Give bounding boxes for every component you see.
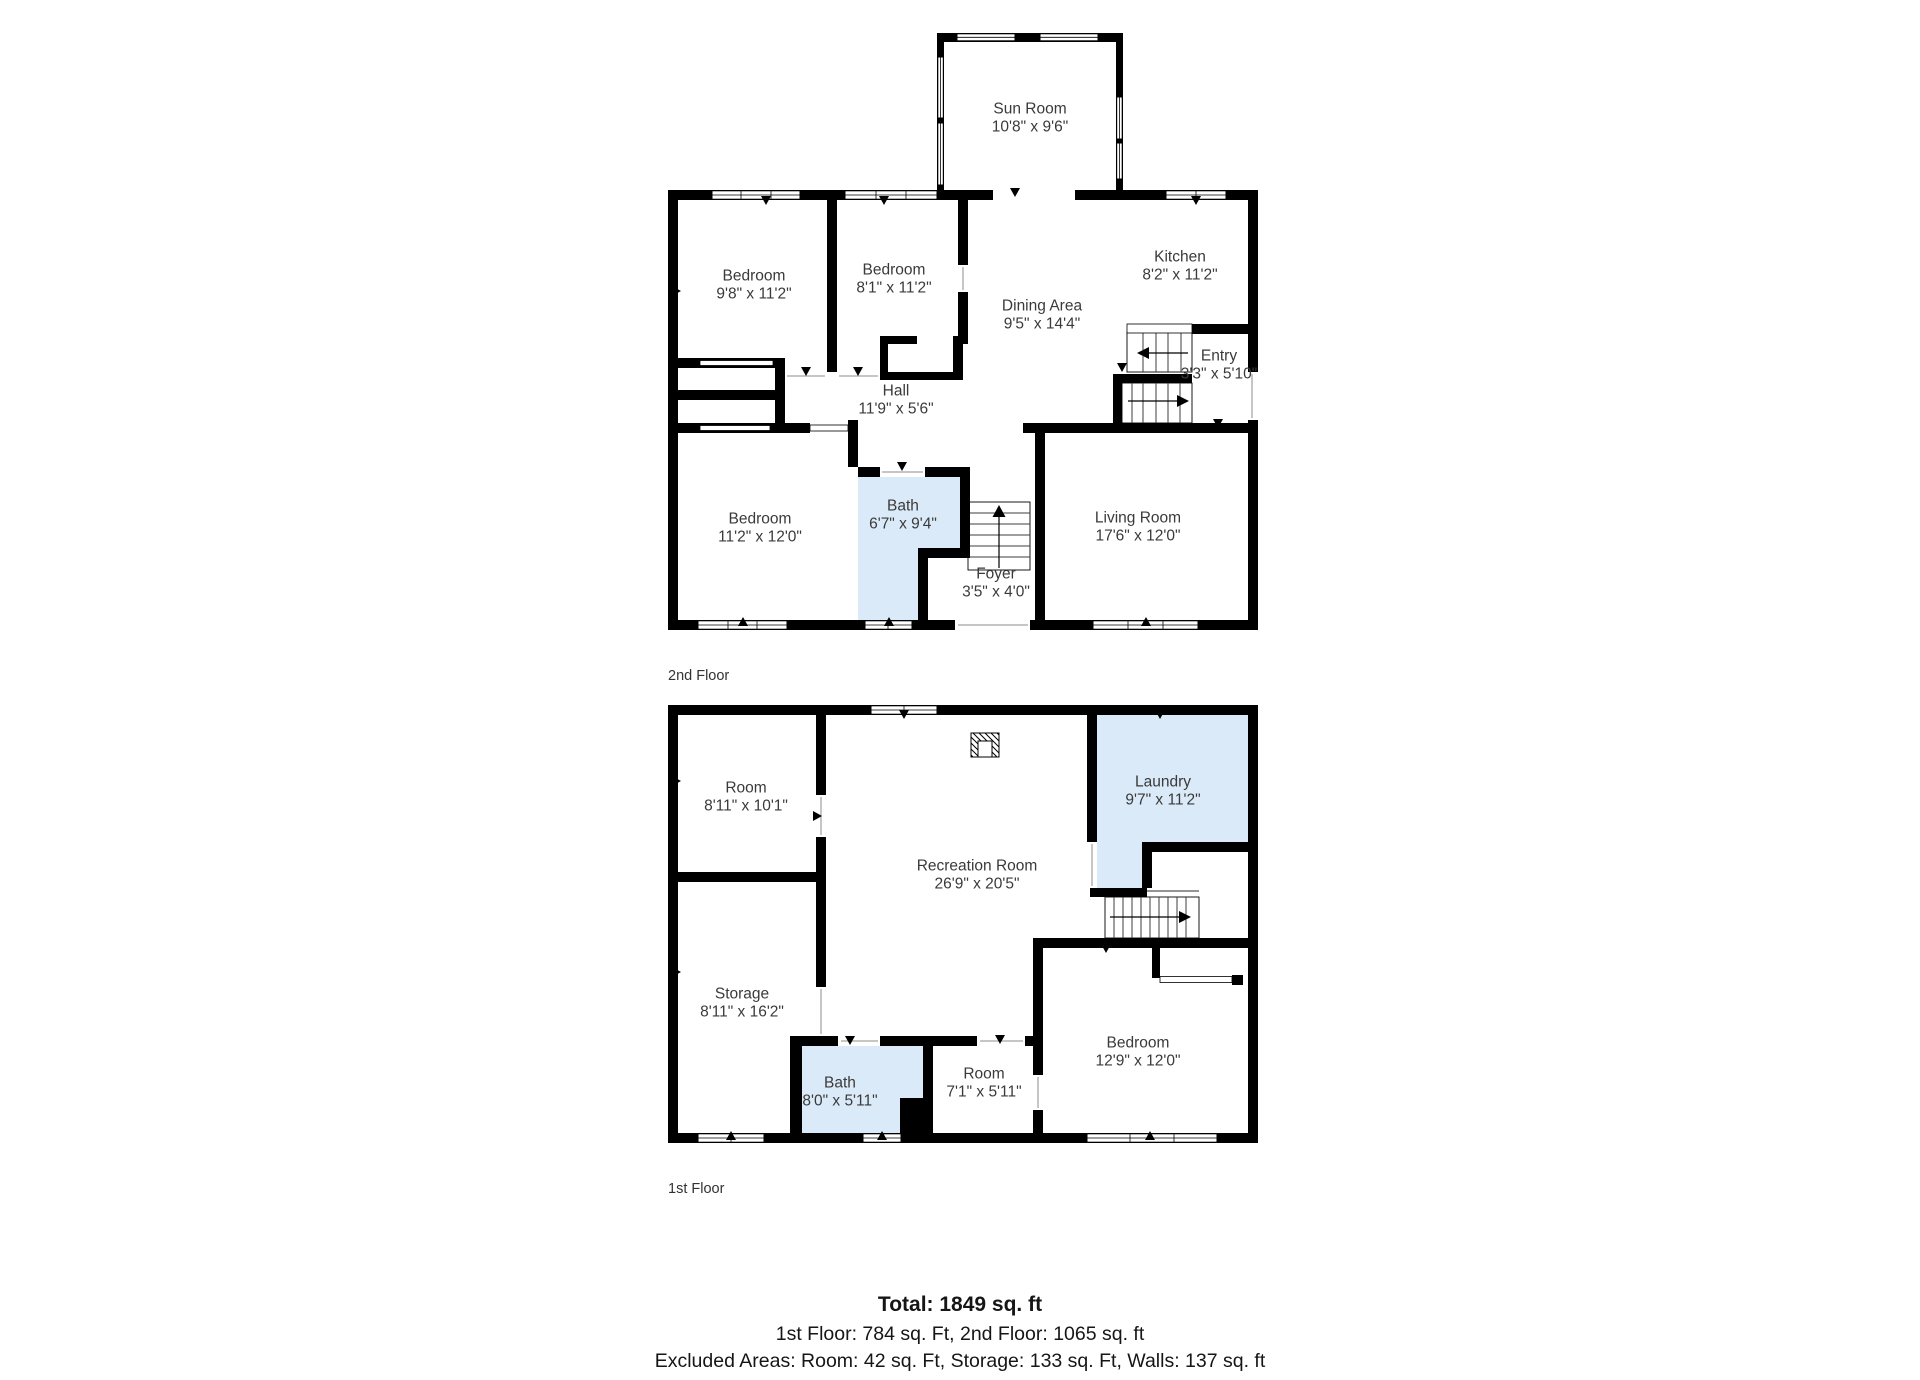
first-floor-staircase <box>1105 897 1199 938</box>
room-name: Sun Room <box>993 100 1067 118</box>
room-name: Entry <box>1200 347 1238 365</box>
room-label-recreation-room <box>917 858 1038 893</box>
laundry-fill-arm <box>1097 842 1142 888</box>
room-name: Bedroom <box>862 261 926 279</box>
fireplace-icon <box>971 733 999 757</box>
room-label-bedroom-a <box>716 268 791 303</box>
room-dims: 8'1" x 11'2" <box>856 279 932 296</box>
room-label-bedroom-c <box>718 511 802 546</box>
room-label-hall <box>858 383 933 418</box>
room-label-foyer <box>962 566 1030 601</box>
room-dims: 12'9" x 12'0" <box>1095 1052 1181 1069</box>
summary-total: Total: 1849 sq. ft <box>877 1293 1043 1316</box>
room-label-bath-2f <box>869 498 937 533</box>
room-dims: 6'7" x 9'4" <box>869 515 937 532</box>
floor-label-2nd: 2nd Floor <box>668 668 730 684</box>
room-dims: 8'2" x 11'2" <box>1142 266 1218 283</box>
room-name: Kitchen <box>1154 248 1206 266</box>
entry-staircase-lower <box>1122 383 1192 423</box>
room-dims: 26'9" x 20'5" <box>934 875 1020 892</box>
room-name: Hall <box>882 382 910 400</box>
room-dims: 9'5" x 14'4" <box>1003 315 1081 332</box>
room-label-bedroom-1f <box>1095 1035 1180 1070</box>
room-name: Room <box>725 779 767 797</box>
room-name: Dining Area <box>1001 297 1083 315</box>
room-name: Bath <box>824 1074 856 1092</box>
room-label-bedroom-b <box>856 262 931 297</box>
floor-label-1st: 1st Floor <box>668 1181 725 1197</box>
room-name: Foyer <box>976 565 1016 583</box>
area-summary <box>0 1292 1920 1375</box>
room-name: Bath <box>887 497 919 515</box>
room-dims: 9'8" x 11'2" <box>716 285 792 302</box>
room-label-bath-1f <box>802 1075 877 1110</box>
room-dims: 8'11" x 10'1" <box>704 797 788 814</box>
room-name: Bedroom <box>722 267 786 285</box>
room-name: Living Room <box>1094 509 1182 527</box>
room-dims: 3'5" x 4'0" <box>962 583 1030 600</box>
closet-door <box>1160 977 1232 983</box>
closet-door <box>700 361 773 366</box>
closet-door <box>810 425 848 431</box>
foyer-staircase <box>968 502 1030 570</box>
room-label-storage <box>700 986 784 1021</box>
room-label-kitchen <box>1142 249 1217 284</box>
room-dims: 7'1" x 5'11" <box>946 1083 1022 1100</box>
room-dims: 10'8" x 9'6" <box>991 118 1069 135</box>
room-label-living-room <box>1095 510 1181 545</box>
room-label-entry <box>1181 348 1257 383</box>
room-dims: 17'6" x 12'0" <box>1095 527 1181 544</box>
room-dims: 8'0" x 5'11" <box>802 1092 878 1109</box>
room-dims: 9'7" x 11'2" <box>1125 791 1201 808</box>
room-label-sun-room <box>992 101 1068 136</box>
room-name: Bedroom <box>1106 1034 1170 1052</box>
room-label-room-a <box>704 780 788 815</box>
room-dims: 8'11" x 16'2" <box>700 1003 784 1020</box>
room-name: Bedroom <box>728 510 792 528</box>
room-name: Storage <box>714 985 770 1003</box>
closet-door <box>700 426 770 431</box>
summary-floors: 1st Floor: 784 sq. Ft, 2nd Floor: 1065 sq. ft <box>775 1323 1145 1345</box>
room-name: Laundry <box>1134 773 1191 791</box>
room-dims: 3'3" x 5'10" <box>1180 365 1258 382</box>
room-label-room-b <box>946 1066 1021 1101</box>
entry-rail <box>1127 324 1192 333</box>
room-name: Room <box>963 1065 1005 1083</box>
room-label-dining-area <box>1002 298 1082 333</box>
room-dims: 11'2" x 12'0" <box>718 528 802 545</box>
room-dims: 11'9" x 5'6" <box>858 400 934 417</box>
summary-excluded: Excluded Areas: Room: 42 sq. Ft, Storage: 133 sq. Ft, Walls: 137 sq. ft <box>654 1350 1266 1372</box>
room-label-laundry <box>1125 774 1200 809</box>
room-name: Recreation Room <box>916 857 1038 875</box>
